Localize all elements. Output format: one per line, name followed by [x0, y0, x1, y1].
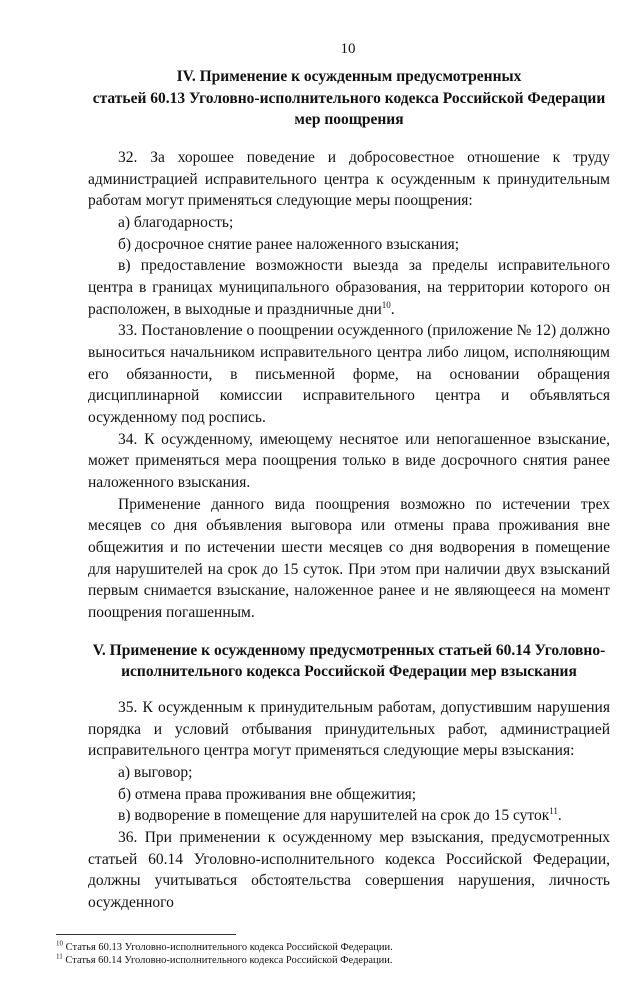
list-item-text: в) предоставление возможности выезда за пределы исправительного центра в границах муниципального образования, на территории которого он расположен, в выходные и праздничные дни — [88, 257, 610, 318]
list-item-a: а) благодарность; — [118, 214, 234, 232]
list-item-b: б) отмена права проживания вне общежития; — [118, 785, 417, 803]
heading-line: IV. Применение к осужденным предусмотренных — [176, 68, 522, 85]
footnote-ref[interactable]: 11 — [549, 806, 558, 817]
heading-line: V. Применение к осужденному предусмотренных статьей 60.14 Уголовно- — [92, 641, 606, 659]
footnote-number: 11 — [56, 952, 63, 961]
list-item-a: а) выговор; — [118, 763, 193, 781]
paragraph-33: 33. Постановление о поощрении осужденного (приложение № 12) должно выноситься начальником исправительного центра либо лицом, исполняющим его обязанности, в письменной форме, на основании обращения дисциплинарной комиссии исправительного центра и объявляться осужденному под роспись. — [88, 322, 610, 426]
footnote-number: 10 — [56, 939, 63, 948]
section-5-body — [88, 697, 610, 914]
paragraph-35: 35. К осужденным к принудительным работам, допустившим нарушения порядка и условий отбывания принудительных работ, администрацией исправительного центра могут применяться следующие меры взыскания: — [88, 698, 610, 760]
paragraph-34: 34. К осужденному, имеющему неснятое или непогашенное взыскание, может применяться мера поощрения только в виде досрочного снятия ранее наложенного взыскания. — [88, 430, 610, 491]
paragraph-32: 32. За хорошее поведение и добросовестное отношение к труду администрацией исправительного центра к осужденным к принудительным работам могут применяться следующие меры поощрения: — [88, 149, 610, 210]
footnote-10 — [56, 941, 610, 954]
footnotes — [56, 941, 610, 967]
page-number: 10 — [340, 41, 356, 57]
heading-line: мер поощрения — [294, 111, 404, 129]
paragraph-36: 36. При применении к осужденному мер взыскания, предусмотренных статьей 60.14 Уголовно-исполнительного кодекса Российской Федерации, должны учитываться обстоятельства совершения нарушения, личность осужденного — [88, 828, 610, 911]
list-item-b: б) досрочное снятие ранее наложенного взыскания; — [118, 235, 460, 253]
paragraph-34-cont: Применение данного вида поощрения возможно по истечении трех месяцев со дня объявления выговора или отмены права проживания вне общежития и по истечении шести месяцев со дня водворения в помещение для нарушителей на срок до 15 суток. При этом при наличии двух взысканий первым снимается взыскание, наложенное ранее и не являющееся на момент поощрения погашенным. — [88, 495, 610, 621]
footnote-text: Статья 60.13 Уголовно-исполнительного кодекса Российской Федерации. — [65, 941, 393, 953]
footnote-text: Статья 60.14 Уголовно-исполнительного кодекса Российской Федерации. — [65, 954, 393, 966]
list-item-v: в) водворение в помещение для нарушителей на срок до 15 суток$^{11}$. — [118, 806, 562, 825]
footnote-divider — [56, 934, 236, 935]
section-4-heading — [80, 66, 618, 131]
list-item-text: в) водворение в помещение для нарушителей на срок до 15 суток — [118, 807, 550, 825]
heading-line: статьей 60.13 Уголовно-исполнительного кодекса Российской Федерации — [92, 89, 606, 107]
list-item-v: в) предоставление возможности выезда за пределы исправительного центра в границах муниципального образования, на территории которого он расположен, в выходные и праздничные дни$^{10}$. — [88, 257, 610, 318]
heading-line: исполнительного кодекса Российской Федерации мер взыскания — [121, 663, 577, 681]
section-5-heading — [80, 640, 618, 683]
section-4-body — [88, 147, 610, 623]
footnote-ref[interactable]: 10 — [381, 299, 391, 310]
footnote-11 — [56, 954, 610, 967]
